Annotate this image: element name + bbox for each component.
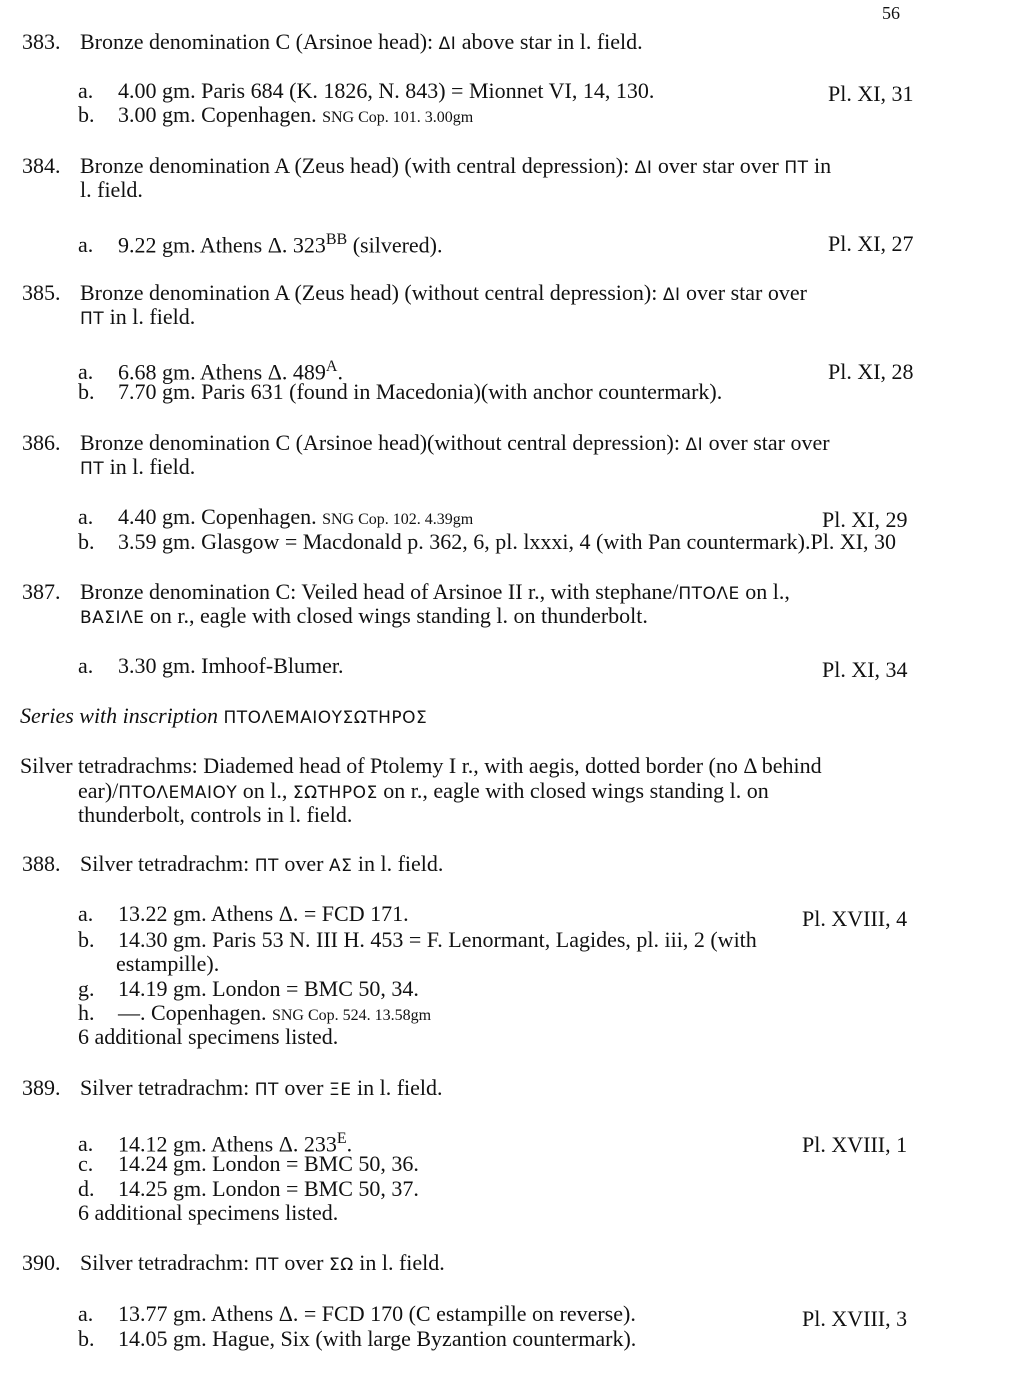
entry-heading: 383. Bronze denomination C (Arsinoe head): ΔΙ above star in l. field. xyxy=(22,29,643,54)
entry-heading: 388. Silver tetradrachm: ΠΤ over ΑΣ in l. field. xyxy=(22,851,444,876)
series-description: Silver tetradrachms: Diademed head of Ptolemy I r., with aegis, dotted border (no Δ behind xyxy=(20,753,822,778)
monogram: ΔΙ xyxy=(662,285,681,305)
plate-reference: Pl. XVIII, 4 xyxy=(802,906,908,931)
monogram: ΠΤ xyxy=(254,1080,279,1100)
monogram: ΔΙ xyxy=(685,435,704,455)
plate-reference: Pl. XI, 28 xyxy=(828,359,914,384)
additional-specimens-note: 6 additional specimens listed. xyxy=(78,1024,339,1049)
series-description-continued: ear)/ΠΤΟΛΕΜΑΙΟΥ on l., ΣΩΤΗΡΟΣ on r., eagle with closed wings standing l. on xyxy=(78,778,769,803)
specimen-line: a. 13.77 gm. Athens Δ. = FCD 170 (C estampille on reverse). xyxy=(78,1301,636,1326)
monogram: ΞΕ xyxy=(328,1080,352,1100)
page-number: 56 xyxy=(882,3,900,23)
entry-heading: 390. Silver tetradrachm: ΠΤ over ΣΩ in l. field. xyxy=(22,1250,445,1275)
specimen-line: h. —. Copenhagen. SNG Cop. 524. 13.58gm xyxy=(78,1000,432,1025)
series-inscription: ΠΤΟΛΕΜΑΙΟΥΣΩΤΗΡΟΣ xyxy=(223,708,428,728)
specimen-line: b. 3.59 gm. Glasgow = Macdonald p. 362, 6, pl. lxxxi, 4 (with Pan countermark).Pl. XI, 30 xyxy=(78,529,897,554)
entry-heading-continued: ΠΤ in l. field. xyxy=(80,304,196,329)
plate-reference: Pl. XI, 27 xyxy=(828,231,914,256)
monogram: ΒΑΣΙΛΕ xyxy=(80,608,145,628)
entry-heading-continued: ΠΤ in l. field. xyxy=(80,454,196,479)
plate-reference: Pl. XI, 30 xyxy=(810,529,897,554)
monogram: ΠΤ xyxy=(80,309,105,329)
specimen-line: d. 14.25 gm. London = BMC 50, 37. xyxy=(78,1176,419,1201)
monogram: ΑΣ xyxy=(328,856,353,876)
monogram: ΠΤ xyxy=(254,856,279,876)
specimen-line: a. 14.12 gm. Athens Δ. $233^E$. xyxy=(78,1130,353,1157)
monogram: ΠΤΟΛΕ xyxy=(678,584,740,604)
inscription: ΣΩΤΗΡΟΣ xyxy=(292,783,378,803)
entry-heading: 386. Bronze denomination C (Arsinoe head)(without central depression): ΔΙ over star over xyxy=(22,430,830,455)
plate-reference: Pl. XVIII, 3 xyxy=(802,1306,908,1331)
entry-heading: 387. Bronze denomination C: Veiled head of Arsinoe II r., with stephane/ΠΤΟΛΕ on l., xyxy=(22,579,790,604)
monogram: ΠΤ xyxy=(784,158,809,178)
monogram: ΠΤ xyxy=(80,459,105,479)
specimen-line: b. 14.30 gm. Paris 53 N. III H. 453 = F. Lenormant, Lagides, pl. iii, 2 (with xyxy=(78,927,757,952)
specimen-line: a. 6.68 gm. Athens Δ. $489^A$. xyxy=(78,358,343,385)
monogram: ΔΙ xyxy=(438,34,457,54)
specimen-line: a. 9.22 gm. Athens Δ. $323^{BB}$ (silvered). xyxy=(78,231,443,258)
specimen-line: a. 13.22 gm. Athens Δ. = FCD 171. xyxy=(78,901,409,926)
specimen-line: a. 4.00 gm. Paris 684 (K. 1826, N. 843) = Mionnet VI, 14, 130. xyxy=(78,78,655,103)
additional-specimens-note: 6 additional specimens listed. xyxy=(78,1200,339,1225)
plate-reference: Pl. XI, 34 xyxy=(822,657,908,682)
specimen-line: a. 4.40 gm. Copenhagen. SNG Cop. 102. 4.39gm xyxy=(78,504,474,529)
monogram: ΣΩ xyxy=(328,1255,354,1275)
specimen-line-continued: estampille). xyxy=(116,951,220,976)
specimen-line: a. 3.30 gm. Imhoof-Blumer. xyxy=(78,653,344,678)
plate-reference: Pl. XVIII, 1 xyxy=(802,1132,908,1157)
specimen-line: c. 14.24 gm. London = BMC 50, 36. xyxy=(78,1151,419,1176)
plate-reference: Pl. XI, 29 xyxy=(822,507,908,532)
monogram: ΔΙ xyxy=(634,158,653,178)
inscription: ΠΤΟΛΕΜΑΙΟΥ xyxy=(118,783,238,803)
entry-number: 383. xyxy=(22,29,61,54)
entry-heading: 384. Bronze denomination A (Zeus head) (with central depression): ΔΙ over star over ΠΤ in xyxy=(22,153,832,178)
specimen-line: b. 3.00 gm. Copenhagen. SNG Cop. 101. 3.00gm xyxy=(78,102,474,127)
series-description-continued: thunderbolt, controls in l. field. xyxy=(78,802,353,827)
series-heading: Series with inscription ΠΤΟΛΕΜΑΙΟΥΣΩΤΗΡΟΣ xyxy=(20,703,428,728)
entry-heading: 385. Bronze denomination A (Zeus head) (without central depression): ΔΙ over star over xyxy=(22,280,807,305)
entry-heading: 389. Silver tetradrachm: ΠΤ over ΞΕ in l. field. xyxy=(22,1075,443,1100)
monogram: ΠΤ xyxy=(254,1255,279,1275)
specimen-line: g. 14.19 gm. London = BMC 50, 34. xyxy=(78,976,419,1001)
specimen-line: b. 7.70 gm. Paris 631 (found in Macedonia)(with anchor countermark). xyxy=(78,379,723,404)
entry-heading-continued: ΒΑΣΙΛΕ on r., eagle with closed wings standing l. on thunderbolt. xyxy=(80,603,648,628)
plate-reference: Pl. XI, 31 xyxy=(828,81,914,106)
entry-heading-continued: l. field. xyxy=(80,177,143,202)
specimen-line: b. 14.05 gm. Hague, Six (with large Byzantion countermark). xyxy=(78,1326,637,1351)
